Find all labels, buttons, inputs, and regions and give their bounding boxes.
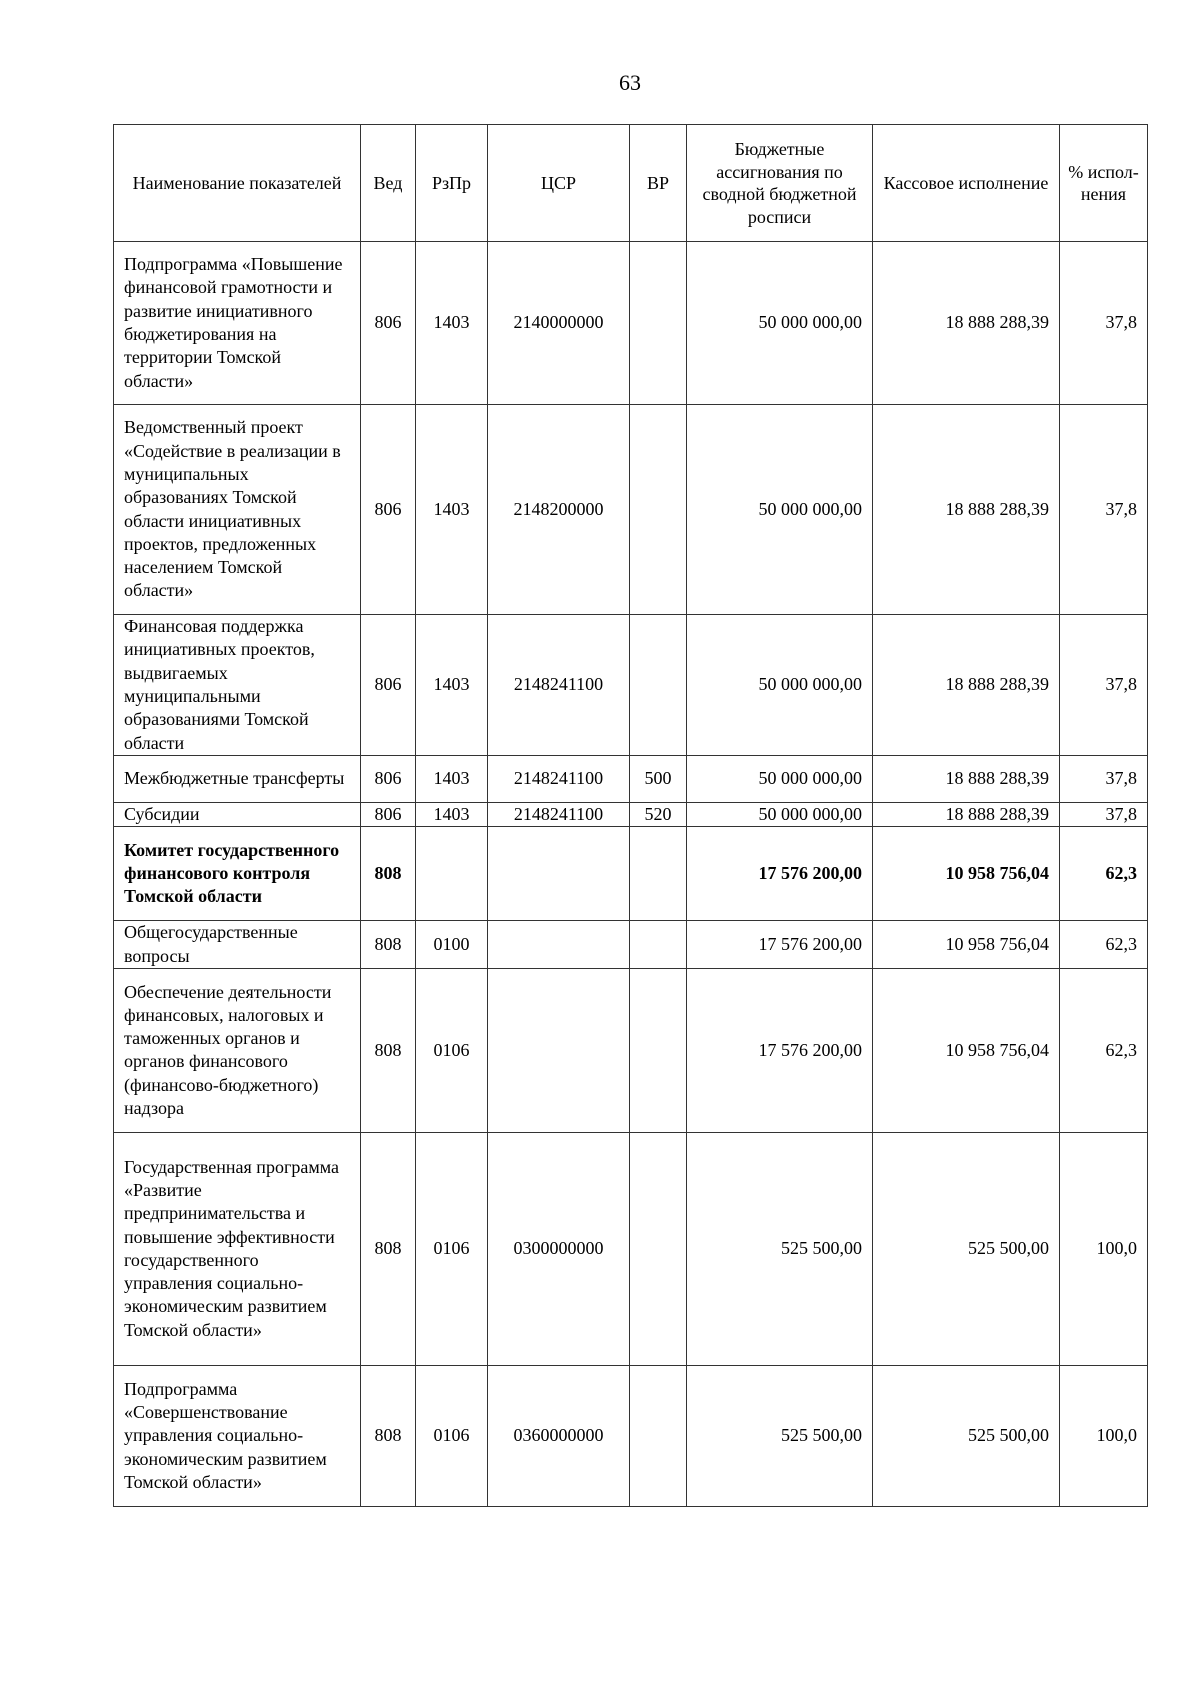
row-rzpr: 1403 [416,756,488,803]
row-assignments: 50 000 000,00 [687,803,873,827]
table-row [114,1132,1148,1365]
row-cash: 18 888 288,39 [873,756,1060,803]
row-assignments: 17 576 200,00 [687,968,873,1132]
row-csr: 2148241100 [488,803,630,827]
row-percent: 100,0 [1060,1132,1148,1365]
row-vr [630,615,687,756]
row-rzpr: 0106 [416,1132,488,1365]
header-name: Наименование показателей [114,125,361,242]
row-assignments: 50 000 000,00 [687,756,873,803]
table-row [114,968,1148,1132]
header-cash: Кассовое исполнение [873,125,1060,242]
row-vr: 520 [630,803,687,827]
row-ved: 806 [361,615,416,756]
header-csr: ЦСР [488,125,630,242]
table-row [114,405,1148,615]
row-assignments: 525 500,00 [687,1132,873,1365]
row-ved: 808 [361,968,416,1132]
row-csr: 0360000000 [488,1365,630,1506]
table-row [114,1365,1148,1506]
row-name: Подпрограмма «Повышение финансовой грамотности и развитие инициативного бюджетирования на территории Томской области» [114,242,361,405]
row-vr [630,405,687,615]
row-cash: 18 888 288,39 [873,242,1060,405]
row-name: Субсидии [114,803,361,827]
row-rzpr: 0100 [416,921,488,969]
row-rzpr: 1403 [416,242,488,405]
row-percent: 37,8 [1060,242,1148,405]
row-cash: 10 958 756,04 [873,827,1060,921]
row-csr: 2148200000 [488,405,630,615]
row-rzpr: 0106 [416,968,488,1132]
row-name: Комитет государственного финансового контроля Томской области [114,827,361,921]
row-csr [488,827,630,921]
row-cash: 18 888 288,39 [873,615,1060,756]
row-percent: 62,3 [1060,921,1148,969]
row-cash: 10 958 756,04 [873,968,1060,1132]
row-rzpr: 0106 [416,1365,488,1506]
table-row [114,242,1148,405]
row-csr: 2148241100 [488,756,630,803]
header-assignments: Бюджетные ассигнования по сводной бюджетной росписи [687,125,873,242]
row-assignments: 50 000 000,00 [687,405,873,615]
row-vr: 500 [630,756,687,803]
budget-table [113,124,1148,1507]
row-vr [630,827,687,921]
row-csr [488,968,630,1132]
row-csr: 2140000000 [488,242,630,405]
row-ved: 806 [361,803,416,827]
row-ved: 808 [361,827,416,921]
header-percent: % испол-нения [1060,125,1148,242]
row-percent: 37,8 [1060,756,1148,803]
row-cash: 10 958 756,04 [873,921,1060,969]
row-ved: 808 [361,1132,416,1365]
header-rzpr: РзПр [416,125,488,242]
row-name: Межбюджетные трансферты [114,756,361,803]
row-percent: 62,3 [1060,968,1148,1132]
row-cash: 18 888 288,39 [873,405,1060,615]
row-vr [630,1132,687,1365]
row-percent: 37,8 [1060,615,1148,756]
row-cash: 18 888 288,39 [873,803,1060,827]
row-ved: 806 [361,405,416,615]
row-assignments: 17 576 200,00 [687,827,873,921]
table-row [114,803,1148,827]
row-percent: 100,0 [1060,1365,1148,1506]
row-assignments: 17 576 200,00 [687,921,873,969]
row-rzpr [416,827,488,921]
row-cash: 525 500,00 [873,1132,1060,1365]
row-name: Обеспечение деятельности финансовых, налоговых и таможенных органов и органов финансового (финансово-бюджетного) надзора [114,968,361,1132]
row-rzpr: 1403 [416,615,488,756]
row-ved: 808 [361,1365,416,1506]
row-vr [630,1365,687,1506]
row-assignments: 50 000 000,00 [687,242,873,405]
row-name: Финансовая поддержка инициативных проектов, выдвигаемых муниципальными образованиями Томской области [114,615,361,756]
row-csr: 0300000000 [488,1132,630,1365]
row-name: Подпрограмма «Совершенствование управления социально-экономическим развитием Томской области» [114,1365,361,1506]
page-number: 63 [619,70,641,95]
row-percent: 62,3 [1060,827,1148,921]
row-cash: 525 500,00 [873,1365,1060,1506]
row-percent: 37,8 [1060,803,1148,827]
row-assignments: 525 500,00 [687,1365,873,1506]
row-percent: 37,8 [1060,405,1148,615]
row-csr: 2148241100 [488,615,630,756]
row-ved: 806 [361,242,416,405]
header-vr: ВР [630,125,687,242]
row-csr [488,921,630,969]
header-ved: Вед [361,125,416,242]
table-header-row [114,125,1148,242]
row-vr [630,968,687,1132]
row-name: Ведомственный проект «Содействие в реализации в муниципальных образованиях Томской области инициативных проектов, предложенных населением Томской области» [114,405,361,615]
table-row [114,756,1148,803]
row-vr [630,921,687,969]
row-ved: 808 [361,921,416,969]
row-name: Общегосударственные вопросы [114,921,361,969]
table-row [114,921,1148,969]
row-rzpr: 1403 [416,803,488,827]
table-row [114,615,1148,756]
row-name: Государственная программа «Развитие предпринимательства и повышение эффективности государственного управления социально-экономическим развитием Томской области» [114,1132,361,1365]
row-rzpr: 1403 [416,405,488,615]
row-assignments: 50 000 000,00 [687,615,873,756]
row-ved: 806 [361,756,416,803]
table-row [114,827,1148,921]
row-vr [630,242,687,405]
